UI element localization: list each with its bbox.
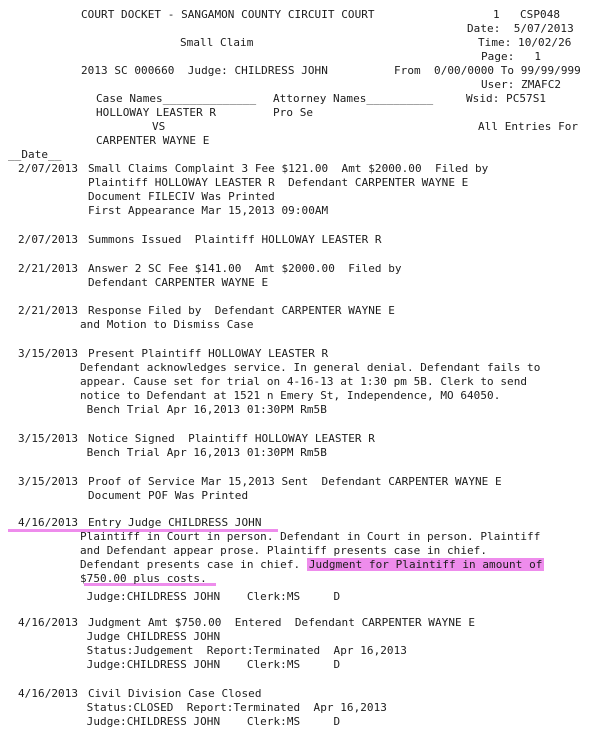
case-names-label: Case Names______________ [96,92,257,105]
entry-line-prefix: Defendant presents case in chief. [80,558,307,571]
report-time: Time: 10/02/26 [478,36,572,49]
entry-line: Defendant acknowledges service. In general denial. Defendant fails to [80,361,541,374]
entry-line: Answer 2 SC Fee $141.00 Amt $2000.00 Filed by [88,262,402,275]
entry-line: and Motion to Dismiss Case [80,318,254,331]
user-id: User: ZMAFC2 [481,78,562,91]
entry-date: 3/15/2013 [18,432,79,445]
entry-line: Present Plaintiff HOLLOWAY LEASTER R [88,347,329,360]
entry-line: appear. Cause set for trial on 4-16-13 at 1:30 pm 5B. Clerk to send [80,375,528,388]
entry-line: Judge:CHILDRESS JOHN Clerk:MS D [80,590,341,603]
entry-line: notice to Defendant at 1521 n Emery St, Independence, MO 64050. [80,389,501,402]
entry-date: 3/15/2013 [18,475,79,488]
entry-line: First Appearance Mar 15,2013 09:00AM [88,204,329,217]
entry-date: 4/16/2013 [18,516,79,529]
entry-line: Small Claims Complaint 3 Fee $121.00 Amt $2000.00 Filed by [88,162,489,175]
entry-date: 4/16/2013 [18,616,79,629]
entry-line: and Defendant appear prose. Plaintiff presents case in chief. [80,544,488,557]
entry-line: Civil Division Case Closed [88,687,262,700]
entry-date: 4/16/2013 [18,687,79,700]
versus: VS [152,120,166,133]
entry-date: 3/15/2013 [18,347,79,360]
highlighted-judgment-text: Judgment for Plaintiff in amount of [308,558,543,571]
entry-line: Bench Trial Apr 16,2013 01:30PM Rm5B [80,403,327,416]
page-number: 1 [493,8,500,21]
attorney-value: Pro Se [273,106,314,119]
entry-line: Response Filed by Defendant CARPENTER WAYNE E [88,304,395,317]
docket-subtitle: Small Claim [180,36,254,49]
entry-line: Defendant CARPENTER WAYNE E [88,276,269,289]
workstation-id: Wsid: PC57S1 [466,92,547,105]
case-number: 2013 SC 000660 Judge: CHILDRESS JOHN [81,64,328,77]
entry-line: Entry Judge CHILDRESS JOHN [88,516,262,529]
entry-date: 2/07/2013 [18,233,79,246]
date-range: From 0/00/0000 To 99/99/999 [394,64,581,77]
entry-line: Summons Issued Plaintiff HOLLOWAY LEASTER R [88,233,382,246]
entry-date: 2/07/2013 [18,162,79,175]
entry-line: $750.00 plus costs. [80,572,207,585]
entry-date: 2/21/2013 [18,304,79,317]
entry-line: Judge CHILDRESS JOHN [80,630,221,643]
entry-line: Judgment Amt $750.00 Entered Defendant CARPENTER WAYNE E [88,616,476,629]
page-line: Page: 1 [481,50,542,63]
entry-line [80,558,544,572]
entry-line: Judge:CHILDRESS JOHN Clerk:MS D [80,658,341,671]
docket-title: COURT DOCKET - SANGAMON COUNTY CIRCUIT COURT [81,8,375,21]
entry-line: Plaintiff in Court in person. Defendant in Court in person. Plaintiff [80,530,541,543]
date-column-header: __Date__ [8,148,62,161]
defendant-name: CARPENTER WAYNE E [96,134,210,147]
entry-line: Bench Trial Apr 16,2013 01:30PM Rm5B [80,446,327,459]
plaintiff-name: HOLLOWAY LEASTER R [96,106,217,119]
report-code: CSP048 [520,8,561,21]
entry-line: Document FILECIV Was Printed [88,190,275,203]
entry-line: Proof of Service Mar 15,2013 Sent Defendant CARPENTER WAYNE E [88,475,502,488]
entry-line: Status:CLOSED Report:Terminated Apr 16,2013 [80,701,387,714]
entry-line: Plaintiff HOLLOWAY LEASTER R Defendant CARPENTER WAYNE E [88,176,469,189]
entry-line: Document POF Was Printed [88,489,249,502]
attorney-names-label: Attorney Names__________ [273,92,434,105]
entry-line: Notice Signed Plaintiff HOLLOWAY LEASTER R [88,432,375,445]
all-entries-label: All Entries For [478,120,579,133]
entry-line: Status:Judgement Report:Terminated Apr 16,2013 [80,644,407,657]
entry-date: 2/21/2013 [18,262,79,275]
report-date: Date: 5/07/2013 [467,22,574,35]
entry-line: Judge:CHILDRESS JOHN Clerk:MS D [80,715,341,728]
